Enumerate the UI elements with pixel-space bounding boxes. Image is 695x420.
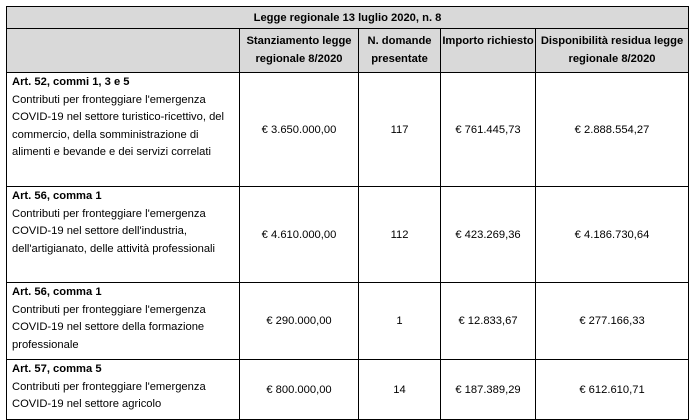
header-disponibilita: Disponibilità residua legge regionale 8/2020 [536,29,689,73]
disponibilita-value: € 2.888.554,27 [536,73,689,187]
table-header-row [7,29,689,73]
article-label: Art. 56, comma 1 [12,190,102,202]
article-label: Art. 57, comma 5 [12,363,102,375]
disponibilita-value: € 4.186.730,64 [536,187,689,283]
header-domande: N. domande presentate [359,29,441,73]
row-description-cell [7,187,240,283]
article-description: Contributi per fronteggiare l'emergenza COVID-19 nel settore agricolo [12,380,206,411]
article-label: Art. 56, comma 1 [12,286,102,298]
row-description-cell [7,283,240,360]
domande-value: 117 [359,73,441,187]
table-row [7,360,689,420]
disponibilita-value: € 612.610,71 [536,360,689,420]
header-importo: Importo richiesto [441,29,536,73]
importo-value: € 12.833,67 [441,283,536,360]
table-row [7,283,689,360]
disponibilita-value: € 277.166,33 [536,283,689,360]
article-description: Contributi per fronteggiare l'emergenza COVID-19 nel settore della formazione professionale [12,303,206,351]
table-title-row [7,7,689,29]
table-row [7,73,689,187]
table-row [7,187,689,283]
domande-value: 14 [359,360,441,420]
row-description-cell [7,360,240,420]
article-description: Contributi per fronteggiare l'emergenza COVID-19 nel settore dell'industria, dell'artigianato, delle attività professionali [12,207,216,255]
domande-value: 112 [359,187,441,283]
document-page [6,6,689,420]
row-description-cell [7,73,240,187]
stanziamento-value: € 3.650.000,00 [240,73,359,187]
stanziamento-value: € 800.000,00 [240,360,359,420]
domande-value: 1 [359,283,441,360]
importo-value: € 761.445,73 [441,73,536,187]
funding-table [6,6,689,420]
table-title: Legge regionale 13 luglio 2020, n. 8 [7,7,689,29]
article-description: Contributi per fronteggiare l'emergenza COVID-19 nel settore turistico-ricettivo, del commercio, della somministrazione di alimenti e bevande e dei servizi correlati [12,93,225,159]
header-cell-empty [7,29,240,73]
stanziamento-value: € 4.610.000,00 [240,187,359,283]
stanziamento-value: € 290.000,00 [240,283,359,360]
importo-value: € 187.389,29 [441,360,536,420]
article-label: Art. 52, commi 1, 3 e 5 [12,76,130,88]
header-stanziamento: Stanziamento legge regionale 8/2020 [240,29,359,73]
importo-value: € 423.269,36 [441,187,536,283]
